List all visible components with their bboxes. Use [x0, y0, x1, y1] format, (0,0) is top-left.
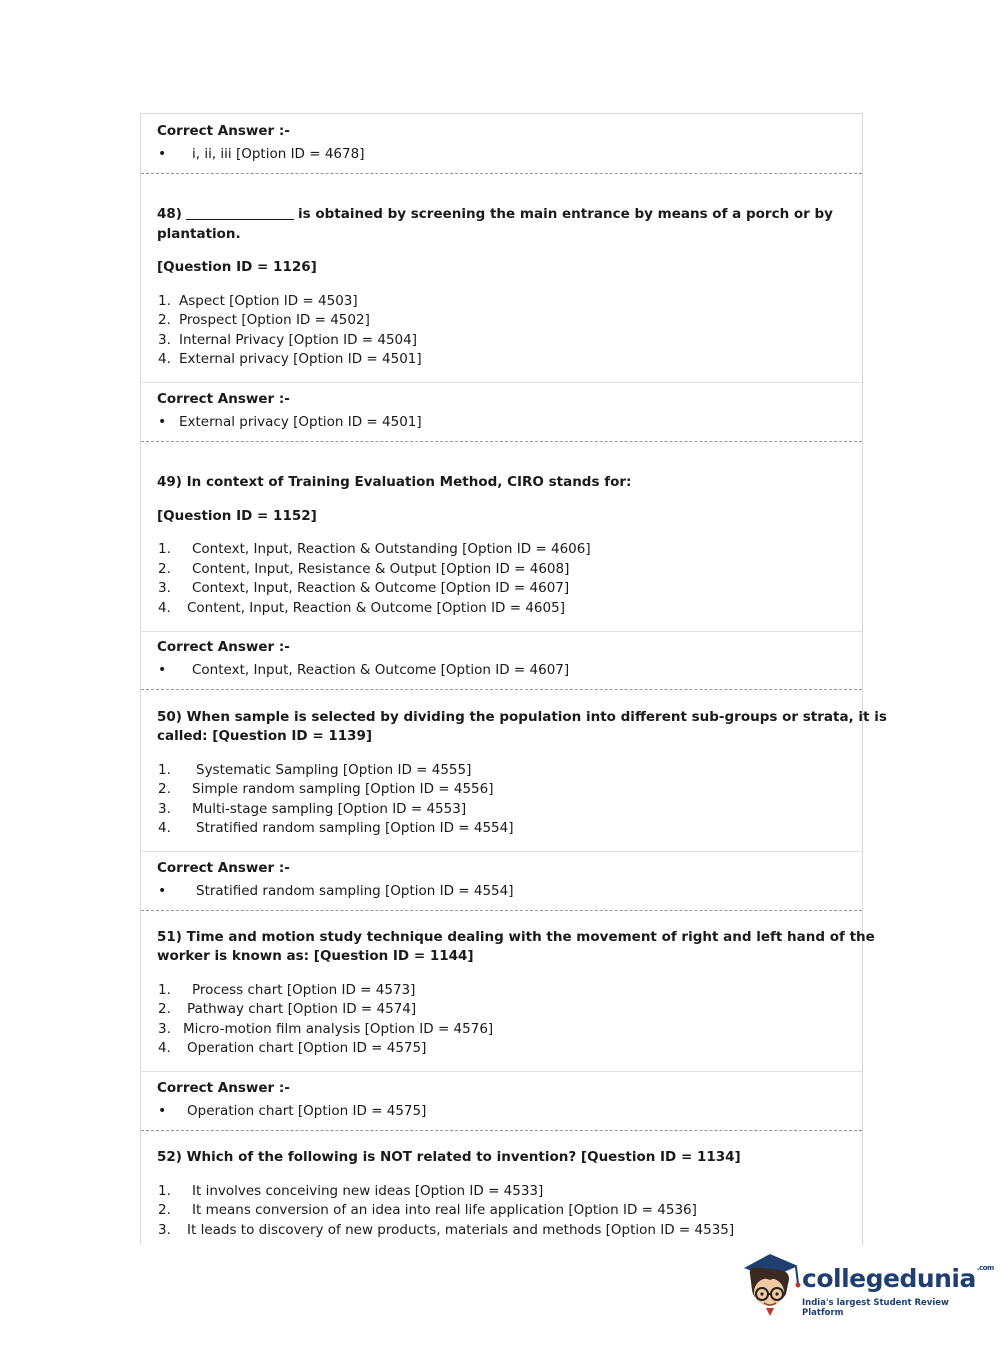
option-text: Simple random sampling [Option ID = 4556] [192, 781, 494, 797]
correct-answer-text: i, ii, iii [Option ID = 4678] [192, 146, 365, 162]
question-divider [141, 173, 862, 174]
option-text: Process chart [Option ID = 4573] [192, 982, 416, 998]
option-number: 1. [158, 293, 171, 309]
bullet: • [158, 146, 167, 162]
question-divider [141, 1130, 862, 1131]
question-stem: 49) In context of Training Evaluation Method, CIRO stands for: [157, 474, 632, 490]
collegedunia-logo[interactable] [740, 1250, 994, 1320]
option-text: It involves conceiving new ideas [Option ID = 4533] [192, 1183, 544, 1199]
option-text: Stratified random sampling [Option ID = 4554] [196, 820, 514, 836]
option-number: 1. [158, 982, 171, 998]
question-divider [141, 441, 862, 442]
option-number: 4. [158, 351, 171, 367]
option-text: Multi-stage sampling [Option ID = 4553] [192, 801, 467, 817]
bullet: • [158, 662, 167, 678]
option-number: 1. [158, 1183, 171, 1199]
logo-wordmark: collegedunia$^{.com}$ [802, 1264, 994, 1293]
option-number: 2. [158, 312, 171, 328]
question-id: [Question ID = 1126] [157, 259, 317, 275]
option-text: Aspect [Option ID = 4503] [179, 293, 358, 309]
option-number: 3. [158, 1021, 171, 1037]
option-number: 3. [158, 1222, 171, 1238]
option-number: 1. [158, 541, 171, 557]
logo-tagline: India's largest Student Review Platform [802, 1298, 949, 1318]
bullet: • [158, 1103, 167, 1119]
question-stem-continued: called: [Question ID = 1139] [157, 728, 373, 744]
option-text: Content, Input, Resistance & Output [Option ID = 4608] [192, 561, 570, 577]
option-text: Context, Input, Reaction & Outcome [Option ID = 4607] [192, 580, 570, 596]
mascot-icon [740, 1250, 802, 1320]
question-paper-sheet [140, 113, 887, 1245]
correct-answer-text: Operation chart [Option ID = 4575] [187, 1103, 427, 1119]
option-text: Operation chart [Option ID = 4575] [187, 1040, 427, 1056]
option-number: 2. [158, 561, 171, 577]
correct-answer-text: Context, Input, Reaction & Outcome [Option ID = 4607] [192, 662, 570, 678]
option-text: Micro-motion film analysis [Option ID = 4576] [183, 1021, 494, 1037]
question-number: 48) [157, 206, 182, 222]
question-stem-continued: worker is known as: [Question ID = 1144] [157, 948, 474, 964]
option-number: 1. [158, 762, 171, 778]
fill-in-blank [186, 205, 294, 220]
answer-divider [141, 382, 862, 383]
option-number: 3. [158, 332, 171, 348]
question-divider [141, 689, 862, 690]
option-number: 3. [158, 801, 171, 817]
option-number: 4. [158, 600, 171, 616]
option-number: 4. [158, 1040, 171, 1056]
bullet: • [158, 414, 167, 430]
bullet: • [158, 883, 167, 899]
option-text: It leads to discovery of new products, materials and methods [Option ID = 4535] [187, 1222, 735, 1238]
correct-answer-label: Correct Answer :- [157, 123, 290, 139]
option-text: Prospect [Option ID = 4502] [179, 312, 370, 328]
option-text: External privacy [Option ID = 4501] [179, 351, 422, 367]
correct-answer-label: Correct Answer :- [157, 860, 290, 876]
question-stem-continued: plantation. [157, 226, 241, 242]
question-divider [141, 910, 862, 911]
option-number: 3. [158, 580, 171, 596]
question-stem-text: is obtained by screening the main entrance by means of a porch or by [297, 206, 833, 222]
option-text: Context, Input, Reaction & Outstanding [Option ID = 4606] [192, 541, 591, 557]
correct-answer-text: External privacy [Option ID = 4501] [179, 414, 422, 430]
correct-answer-label: Correct Answer :- [157, 1080, 290, 1096]
option-text: Content, Input, Reaction & Outcome [Option ID = 4605] [187, 600, 565, 616]
correct-answer-label: Correct Answer :- [157, 639, 290, 655]
answer-divider [141, 851, 862, 852]
option-text: Pathway chart [Option ID = 4574] [187, 1001, 417, 1017]
answer-divider [141, 1071, 862, 1072]
option-number: 4. [158, 820, 171, 836]
option-number: 2. [158, 781, 171, 797]
answer-divider [141, 631, 862, 632]
option-number: 2. [158, 1202, 171, 1218]
option-number: 2. [158, 1001, 171, 1017]
option-text: Internal Privacy [Option ID = 4504] [179, 332, 417, 348]
question-stem: 51) Time and motion study technique dealing with the movement of right and left hand of the [157, 929, 875, 945]
correct-answer-label: Correct Answer :- [157, 391, 290, 407]
correct-answer-text: Stratified random sampling [Option ID = 4554] [196, 883, 514, 899]
question-stem: 50) When sample is selected by dividing the population into different sub-groups or strata, it is [157, 709, 887, 725]
question-id: [Question ID = 1152] [157, 508, 317, 524]
question-stem: 52) Which of the following is NOT related to invention? [Question ID = 1134] [157, 1149, 741, 1165]
question-stem [157, 204, 833, 224]
option-text: It means conversion of an idea into real life application [Option ID = 4536] [192, 1202, 697, 1218]
option-text: Systematic Sampling [Option ID = 4555] [196, 762, 472, 778]
